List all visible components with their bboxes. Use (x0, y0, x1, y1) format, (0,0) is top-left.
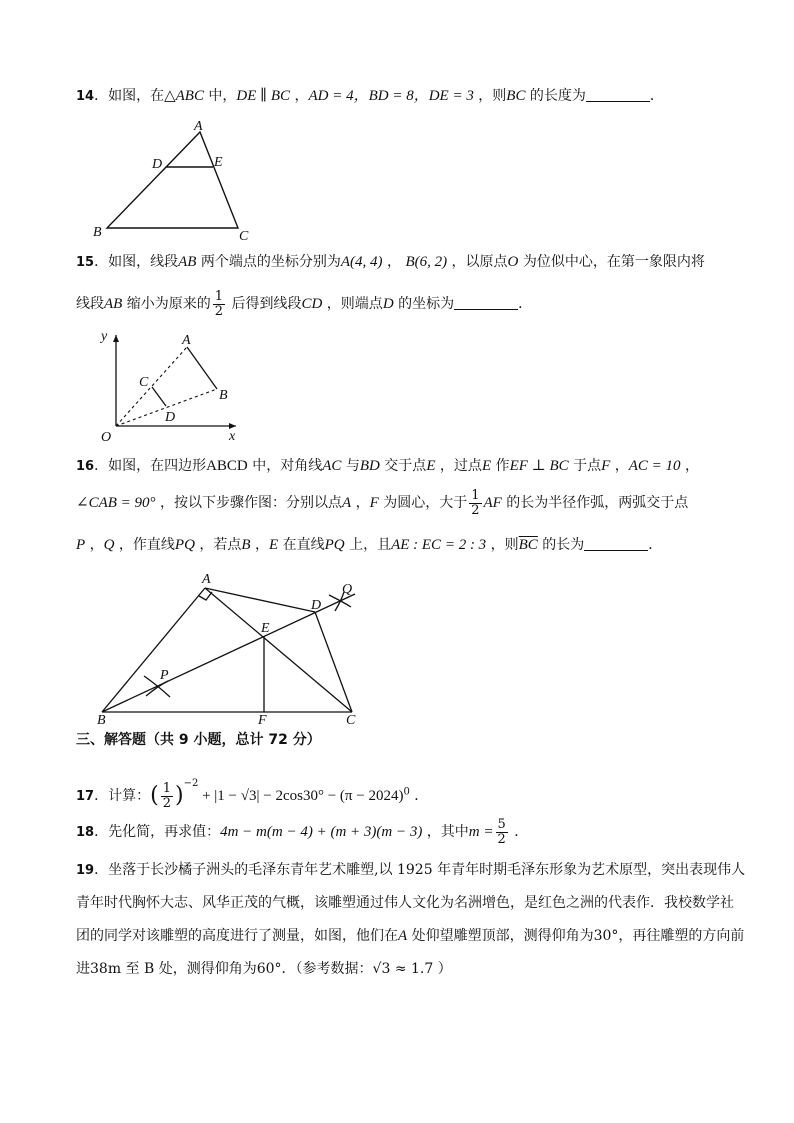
question-17: 17．计算：( $\frac{1}{2}$ )$^{-2} + |1 - √3| - 2\cos 30^\circ - (\pi - 2024)^0$ ． (76, 778, 429, 811)
label-e: E (214, 155, 223, 170)
label-d: D (152, 157, 163, 172)
question-number: 19 (76, 863, 95, 878)
question-19: 19．坐落于长沙橘子洲头的毛泽东青年艺术雕塑,以 1925 年青年时期毛泽东形象为艺术原型，突出表现伟人青年时代胸怀大志、风华正茂的气概，该雕塑通过伟人文化为名洲增色，是红色之洲的代表作．我校数学社团的同学对该雕塑的高度进行了测量，如图，他们在A 处仰望雕塑顶部，测得仰角为30°，再往雕塑的方向前进38m 至 B 处，测得仰角为60°．（参考数据：√3 ≈ 1.7 ） (76, 862, 746, 977)
label-c: C (346, 713, 356, 728)
fraction-half: $\frac{1}{2}$ (471, 487, 480, 518)
question-16-line-3: P ，Q ，作直线PQ ，若点B ，E 在直线PQ 上，且AE : EC = 2 : 3 ，则$\overline{BC}$ 的长为 ． (76, 529, 662, 561)
label-a: A (182, 333, 191, 348)
label-y: y (101, 329, 108, 344)
label-b: B (219, 388, 228, 403)
question-number: 17 (76, 789, 95, 804)
label-a: A (202, 572, 211, 587)
question-number: 15 (76, 255, 95, 270)
label-b: B (97, 713, 106, 728)
label-q: Q (342, 582, 353, 597)
label-f: F (258, 713, 267, 728)
label-d: D (311, 598, 322, 613)
section-heading: 三、解答题（共 9 小题，总计 72 分） (76, 732, 321, 748)
question-number: 14 (76, 89, 95, 104)
fraction-half: $\frac{1}{2}$ (214, 288, 224, 319)
label-a: A (194, 119, 203, 134)
arc-bc: $\overline{BC}$ (518, 537, 538, 553)
label-b: B (93, 225, 102, 240)
question-18: 18．先化简，再求值：4m − m(m − 4) + (m + 3)(m − 3) ，其中m = $\frac{5}{2}$ ． (76, 816, 529, 847)
label-p: P (160, 668, 169, 683)
fraction-half: $\frac{1}{2}$ (162, 780, 171, 811)
label-c: C (139, 375, 149, 390)
question-16-line-1: 16．如图，在四边形ABCD 中，对角线AC 与BD 交于点E ，过点E 作EF ⊥ BC 于点F ，AC = 10 ， (76, 458, 699, 474)
question-16-line-2: ∠CAB = 90° ，按以下步骤作图：分别以点A ，F 为圆心，大于 $\frac{1}{2}$ AF 的长为半径作弧，两弧交于点 (76, 487, 689, 518)
fraction-five-halves: $\frac{5}{2}$ (497, 816, 506, 847)
label-d: D (165, 410, 176, 425)
label-x: x (229, 429, 236, 444)
label-o: O (101, 430, 112, 445)
label-c: C (239, 229, 249, 244)
question-15-line-2: 线段AB 缩小为原来的 $\frac{1}{2}$ 后得到线段CD ，则端点D 的坐标为 ． (76, 288, 533, 319)
question-14: 14．如图，在△ABC 中，DE ∥ BC ，AD = 4，BD = 8，DE = 3 ，则BC 的长度为 ． (76, 80, 664, 113)
question-number: 18 (76, 825, 95, 840)
question-15-line-1: 15．如图，线段AB 两个端点的坐标分别为A(4, 4) ， B(6, 2) ，以原点O 为位似中心，在第一象限内将 (76, 254, 705, 270)
question-number: 16 (76, 459, 95, 474)
label-e: E (261, 621, 270, 636)
